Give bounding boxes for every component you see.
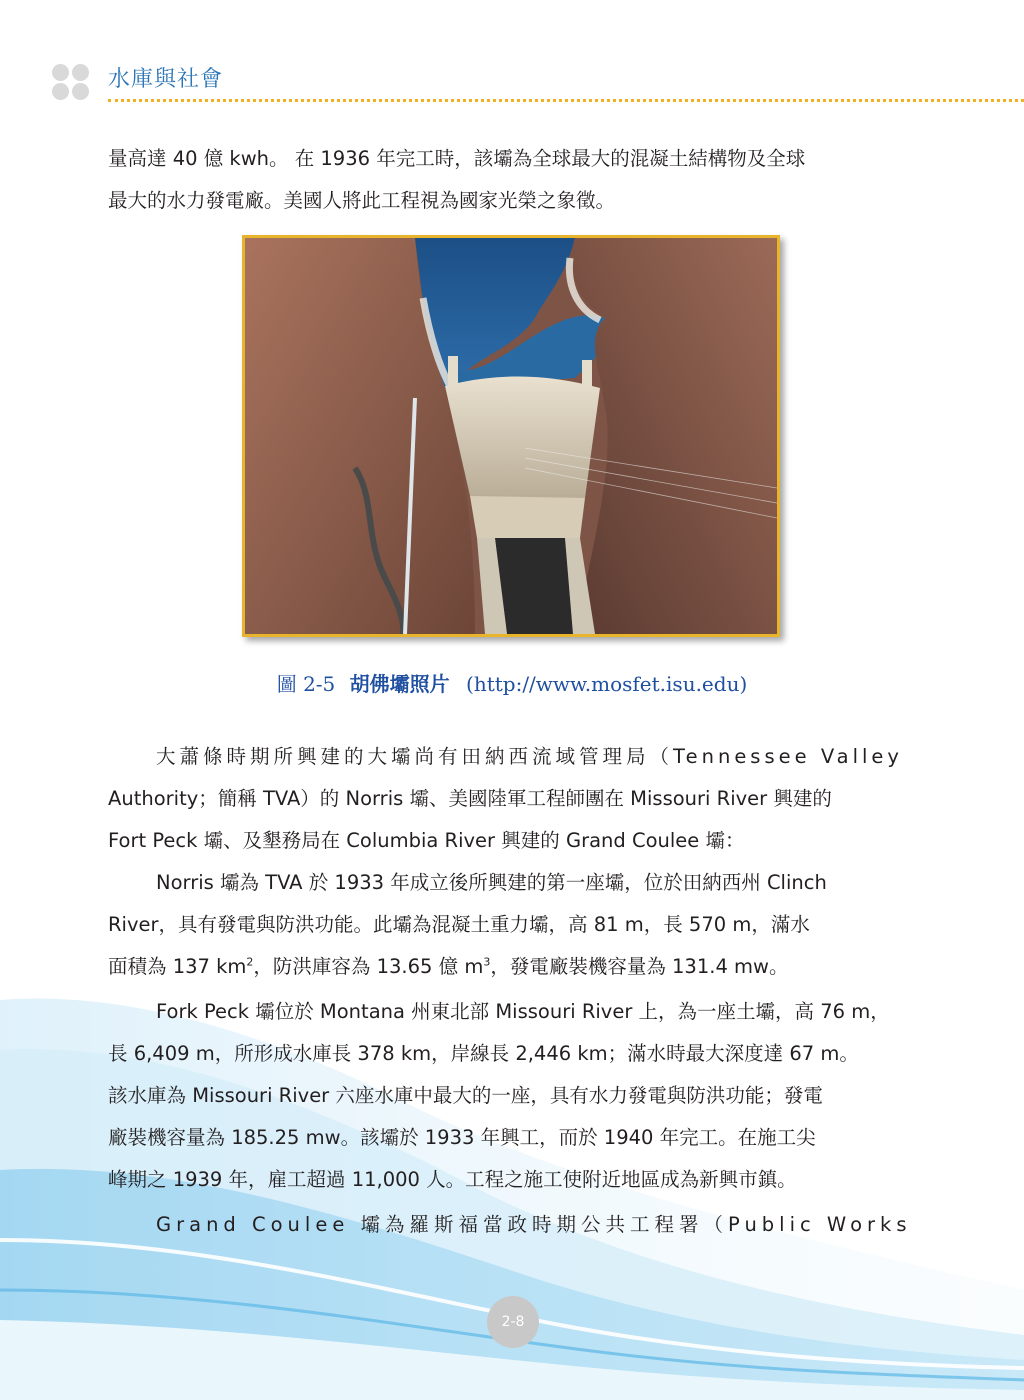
paragraph-line: 峰期之 1939 年，雇工超過 11,000 人。工程之施工使附近地區成為新興市鎮。 <box>108 1168 797 1191</box>
paragraph-fort-peck-dam <box>108 991 918 1201</box>
intro-line: 量高達 40 億 kwh。 在 1936 年完工時，該壩為全球最大的混凝土結構物及全球 <box>108 147 806 170</box>
paragraph-line: River，具有發電與防洪功能。此壩為混凝土重力壩，高 81 m，長 570 m，滿水 <box>108 913 810 936</box>
paragraph-norris-dam <box>108 862 918 988</box>
header-dots-logo <box>52 64 92 104</box>
paragraph-line: 面積為 137 $km^2$，防洪庫容為 13.65 億 $m^3$，發電廠裝機容量為 131.4 mw。 <box>108 955 789 978</box>
paragraph-line: Fort Peck 壩、及墾務局在 Columbia River 興建的 Grand Coulee 壩： <box>108 829 745 852</box>
paragraph-line: Grand Coulee 壩為羅斯福當政時期公共工程署（Public Works <box>156 1213 912 1236</box>
chapter-header-title: 水庫與社會 <box>108 67 224 92</box>
paragraph-line: 廠裝機容量為 185.25 mw。該壩於 1933 年興工，而於 1940 年完工。在施工尖 <box>108 1126 816 1149</box>
paragraph-line: 長 6,409 m，所形成水庫長 378 km，岸線長 2,446 km；滿水時最大深度達 67 m。 <box>108 1042 859 1065</box>
figure-number: 圖 2-5 <box>276 672 336 696</box>
hoover-dam-photo <box>242 235 780 637</box>
page-number-badge: 2-8 <box>487 1296 539 1348</box>
paragraph-line: 該水庫為 Missouri River 六座水庫中最大的一座，具有水力發電與防洪功能；發電 <box>108 1084 823 1107</box>
paragraph-grand-coulee-dam <box>108 1204 918 1246</box>
figure-source: (http://www.mosfet.isu.edu) <box>466 672 748 696</box>
intro-line: 最大的水力發電廠。美國人將此工程視為國家光榮之象徵。 <box>108 189 616 212</box>
paragraph-line: Norris 壩為 TVA 於 1933 年成立後所興建的第一座壩，位於田納西州 Clinch <box>156 871 827 894</box>
intro-paragraph <box>108 138 918 222</box>
paragraph-depression-dams <box>108 736 918 862</box>
header-divider <box>108 99 1024 102</box>
figure-title: 胡佛壩照片 <box>349 672 450 696</box>
figure-caption <box>0 668 1024 697</box>
paragraph-line: 大蕭條時期所興建的大壩尚有田納西流域管理局（Tennessee Valley <box>156 745 903 768</box>
paragraph-line: Fork Peck 壩位於 Montana 州東北部 Missouri River 上，為一座土壩，高 76 m， <box>156 1000 890 1023</box>
paragraph-line: Authority；簡稱 TVA）的 Norris 壩、美國陸軍工程師團在 Missouri River 興建的 <box>108 787 832 810</box>
